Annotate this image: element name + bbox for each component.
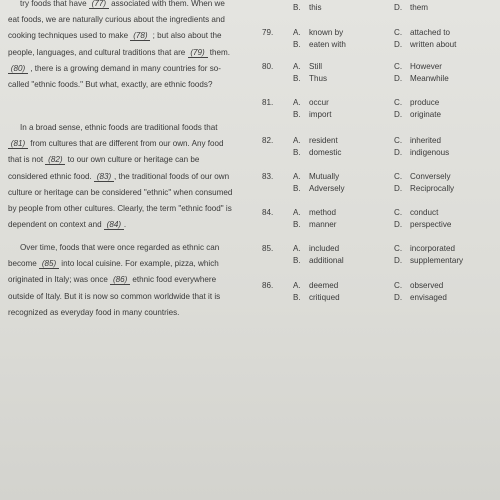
option-letter: B. xyxy=(293,148,301,157)
blank-80: (80) xyxy=(8,64,28,74)
question-number: 82. xyxy=(262,136,274,145)
option-letter: D. xyxy=(394,40,403,49)
option-c: incorporated xyxy=(410,244,455,253)
option-c: produce xyxy=(410,98,440,107)
option-b: domestic xyxy=(309,148,342,157)
passage-paragraph-1 xyxy=(8,0,234,93)
option-letter: D. xyxy=(394,293,403,302)
option-text: them xyxy=(410,3,428,12)
option-letter: B. xyxy=(293,3,301,12)
question-item xyxy=(262,98,498,130)
option-d: envisaged xyxy=(410,293,447,302)
option-letter: A. xyxy=(293,244,301,253)
option-letter: D. xyxy=(394,3,403,12)
option-c: conduct xyxy=(410,208,439,217)
question-item xyxy=(262,62,498,94)
option-letter: D. xyxy=(394,220,403,229)
question-item xyxy=(262,136,498,168)
option-letter: B. xyxy=(293,220,301,229)
passage-text: from cultures that are different from our own. Any food that is not xyxy=(8,139,224,165)
option-letter: C. xyxy=(394,281,403,290)
option-a: included xyxy=(309,244,340,253)
blank-82: (82) xyxy=(45,155,65,165)
option-b: import xyxy=(309,110,332,119)
question-number: 86. xyxy=(262,281,274,290)
option-letter: A. xyxy=(293,98,301,107)
option-c: observed xyxy=(410,281,444,290)
option-letter: B. xyxy=(293,40,301,49)
option-a: method xyxy=(309,208,336,217)
option-letter: D. xyxy=(394,110,403,119)
option-letter: B. xyxy=(293,184,301,193)
question-number: 81. xyxy=(262,98,274,107)
option-b: critiqued xyxy=(309,293,340,302)
passage-text: try foods that have xyxy=(20,0,87,8)
option-b: manner xyxy=(309,220,337,229)
question-number: 80. xyxy=(262,62,274,71)
passage-text: ; but also about the people, languages, and cultural traditions that are xyxy=(8,31,222,57)
option-c: attached to xyxy=(410,28,451,37)
option-letter: C. xyxy=(394,62,403,71)
option-a: Still xyxy=(309,62,323,71)
option-a: Mutually xyxy=(309,172,340,181)
option-a: deemed xyxy=(309,281,339,290)
question-item xyxy=(262,244,498,276)
passage-text: them. xyxy=(209,47,231,57)
option-letter: B. xyxy=(293,110,301,119)
option-d: perspective xyxy=(410,220,452,229)
option-letter: A. xyxy=(293,172,301,181)
option-letter: B. xyxy=(293,256,301,265)
blank-79: (79) xyxy=(188,48,208,58)
option-b: eaten with xyxy=(309,40,346,49)
option-b: Thus xyxy=(309,74,327,83)
option-d: written about xyxy=(410,40,457,49)
option-a: occur xyxy=(309,98,329,107)
option-letter: A. xyxy=(293,208,301,217)
option-b: additional xyxy=(309,256,344,265)
passage-text: In a broad sense, ethnic foods are traditional foods that xyxy=(20,123,218,132)
blank-84: (84) xyxy=(104,220,124,230)
option-c: However xyxy=(410,62,442,71)
passage-text: , there is a growing demand in many countries for so-called "ethnic foods." But what, exactly, are ethnic foods? xyxy=(8,63,221,90)
option-d: indigenous xyxy=(410,148,450,157)
option-letter: D. xyxy=(394,148,403,157)
passage-text: ethnic food everywhere outside of Italy. But it is now so common worldwide that it is recognized as everyday food in many countries. xyxy=(8,275,221,317)
passage-text: . xyxy=(123,220,127,230)
question-item xyxy=(262,208,498,240)
option-letter: C. xyxy=(394,28,403,37)
question-item xyxy=(262,281,498,313)
passage-text: , the traditional foods of our own culture or heritage can be considered "ethnic" when consumed by people from other cultures. Clearly, the term "ethnic food" is dependent on context and xyxy=(8,171,233,230)
option-c: inherited xyxy=(410,136,442,145)
passage-text: associated with them. When we eat foods, we are naturally curious about the ingredients and cooking techniques used to make xyxy=(8,0,225,41)
blank-85: (85) xyxy=(39,259,59,269)
option-text: this xyxy=(309,3,322,12)
option-a: known by xyxy=(309,28,344,37)
option-c: Conversely xyxy=(410,172,451,181)
option-letter: D. xyxy=(394,184,403,193)
passage-paragraph-3 xyxy=(8,240,234,321)
option-letter: A. xyxy=(293,62,301,71)
option-letter: C. xyxy=(394,172,403,181)
option-d: supplementary xyxy=(410,256,464,265)
blank-78: (78) xyxy=(130,31,150,41)
option-b: Adversely xyxy=(309,184,345,193)
option-d: Reciprocally xyxy=(410,184,455,193)
passage-text: Over time, foods that were once regarded as ethnic can become xyxy=(8,243,220,269)
option-letter: D. xyxy=(394,256,403,265)
blank-83: (83) xyxy=(94,172,114,182)
option-letter: C. xyxy=(394,244,403,253)
passage-text: into local cuisine. For example, pizza, which originated in Italy; was once xyxy=(8,259,219,285)
option-letter: A. xyxy=(293,28,301,37)
question-number: 85. xyxy=(262,244,274,253)
option-letter: B. xyxy=(293,74,301,83)
blank-81: (81) xyxy=(8,139,28,149)
blank-86: (86) xyxy=(110,275,130,285)
question-number: 84. xyxy=(262,208,274,217)
question-item xyxy=(262,172,498,204)
question-number: 79. xyxy=(262,28,274,37)
option-d: originate xyxy=(410,110,442,119)
option-letter: D. xyxy=(394,74,403,83)
option-letter: C. xyxy=(394,136,403,145)
option-a: resident xyxy=(309,136,338,145)
passage-paragraph-2 xyxy=(8,120,234,233)
option-letter: A. xyxy=(293,136,301,145)
option-letter: B. xyxy=(293,293,301,302)
option-letter: C. xyxy=(394,98,403,107)
option-letter: A. xyxy=(293,281,301,290)
blank-77: (77) xyxy=(89,0,109,9)
question-item xyxy=(262,28,498,60)
passage-text: to our own culture or heritage can be considered ethnic food. xyxy=(8,155,200,181)
option-letter: C. xyxy=(394,208,403,217)
question-number: 83. xyxy=(262,172,274,181)
option-d: Meanwhile xyxy=(410,74,449,83)
